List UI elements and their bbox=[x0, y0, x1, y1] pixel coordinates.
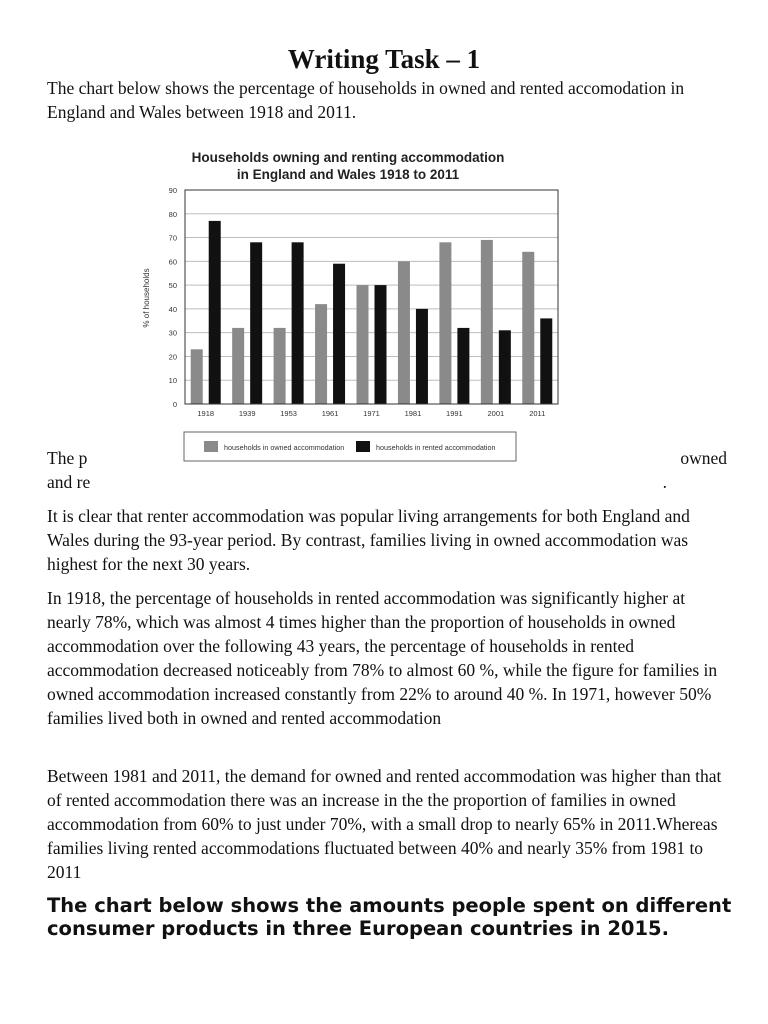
x-tick-label-1991: 1991 bbox=[446, 409, 463, 418]
legend-rented-label: households in rented accommodation bbox=[376, 443, 496, 452]
bar-rented-1991 bbox=[457, 328, 469, 404]
x-tick-label-2001: 2001 bbox=[487, 409, 505, 418]
x-tick-label-1981: 1981 bbox=[404, 409, 422, 418]
bar-owned-2011 bbox=[522, 252, 534, 404]
bar-rented-2001 bbox=[499, 330, 511, 404]
y-tick-label: 30 bbox=[168, 328, 177, 338]
y-tick-label: 50 bbox=[168, 281, 177, 291]
obscured-line-1-left: The p bbox=[47, 448, 88, 468]
intro-paragraph: The chart below shows the percentage of households in owned and rented accomodation in England and Wales between 1918 and 2011. bbox=[47, 78, 685, 122]
y-axis-label: % of households bbox=[142, 268, 151, 328]
y-tick-label: 10 bbox=[168, 376, 177, 386]
chart-figure bbox=[118, 138, 572, 468]
bar-owned-1953 bbox=[274, 328, 286, 404]
detail-paragraph-1981: Between 1981 and 2011, the demand for owned and rented accommodation was higher than that of rented accommodation there was an increase in the the proportion of families in owned accommodation from 60% to just under 70%, with a small drop to nearly 65% in 2011.Whereas families living rented accommodations fluctuated between 40% and nearly 35% from 1981 to 2011 bbox=[47, 766, 722, 882]
obscured-line-2-left: and re bbox=[47, 472, 91, 492]
bar-owned-1971 bbox=[357, 285, 369, 404]
y-tick-labels bbox=[169, 186, 177, 409]
y-tick-label: 60 bbox=[168, 257, 177, 267]
x-tick-label-1971: 1971 bbox=[363, 409, 380, 418]
x-tick-label-1939: 1939 bbox=[238, 409, 256, 418]
bar-owned-1939 bbox=[232, 328, 244, 404]
x-tick-label-1953: 1953 bbox=[280, 409, 297, 418]
y-tick-label: 90 bbox=[168, 186, 177, 195]
bar-owned-1961 bbox=[315, 304, 327, 404]
bar-rented-1918 bbox=[209, 221, 221, 404]
bar-rented-1961 bbox=[333, 264, 345, 404]
obscured-line-1-right: owned bbox=[680, 448, 727, 468]
bar-rented-1939 bbox=[250, 242, 262, 404]
bar-owned-1981 bbox=[398, 261, 410, 404]
y-tick-label: 40 bbox=[168, 304, 177, 314]
obscured-line-2-right: . bbox=[662, 472, 667, 492]
obscured-line-2 bbox=[47, 470, 727, 494]
overview-paragraph: It is clear that renter accommodation was popular living arrangements for both England and Wales during the 93-year period. By contrast, families living in owned accommodation was highest for the next 30 years. bbox=[47, 506, 690, 574]
bar-rented-1971 bbox=[375, 285, 387, 404]
chart-title-line2: in England and Wales 1918 to 2011 bbox=[236, 167, 460, 182]
page-title: Writing Task – 1 bbox=[287, 44, 481, 74]
bar-owned-1991 bbox=[439, 242, 451, 404]
bars bbox=[191, 221, 553, 404]
x-tick-labels bbox=[197, 409, 545, 418]
obscured-paragraph bbox=[47, 446, 727, 494]
x-tick-label-1918: 1918 bbox=[197, 409, 215, 418]
x-tick-label-1961: 1961 bbox=[321, 409, 339, 418]
y-tick-label: 0 bbox=[172, 400, 177, 409]
y-tick-label: 20 bbox=[168, 352, 177, 362]
y-tick-label: 70 bbox=[168, 233, 177, 243]
bar-rented-1981 bbox=[416, 309, 428, 404]
detail-paragraph-1918: In 1918, the percentage of households in rented accommodation was significantly higher at nearly 78%, which was almost 4 times higher than the proportion of households in owned accommodation over the following 43 years, the percentage of households in rented accommodation decreased noticeably from 78% to almost 60 %, while the figure for families in owned accommodation increased constantly from 22% to around 40 %. In 1971, however 50% families lived both in owned and rented accommodation bbox=[47, 588, 718, 728]
bar-owned-2001 bbox=[481, 240, 493, 404]
bar-rented-1953 bbox=[292, 242, 304, 404]
y-tick-label: 80 bbox=[168, 209, 177, 219]
obscured-line-1 bbox=[47, 446, 727, 470]
legend-owned-label: households in owned accommodation bbox=[224, 443, 345, 452]
bar-chart bbox=[118, 138, 572, 468]
bar-owned-1918 bbox=[191, 349, 203, 404]
bar-rented-2011 bbox=[540, 318, 552, 404]
chart-title-line1: Households owning and renting accommodation bbox=[191, 150, 505, 165]
x-tick-label-2011: 2011 bbox=[529, 409, 546, 418]
task2-heading: The chart below shows the amounts people spent on different consumer products in three European countries in 2015. bbox=[47, 894, 732, 940]
